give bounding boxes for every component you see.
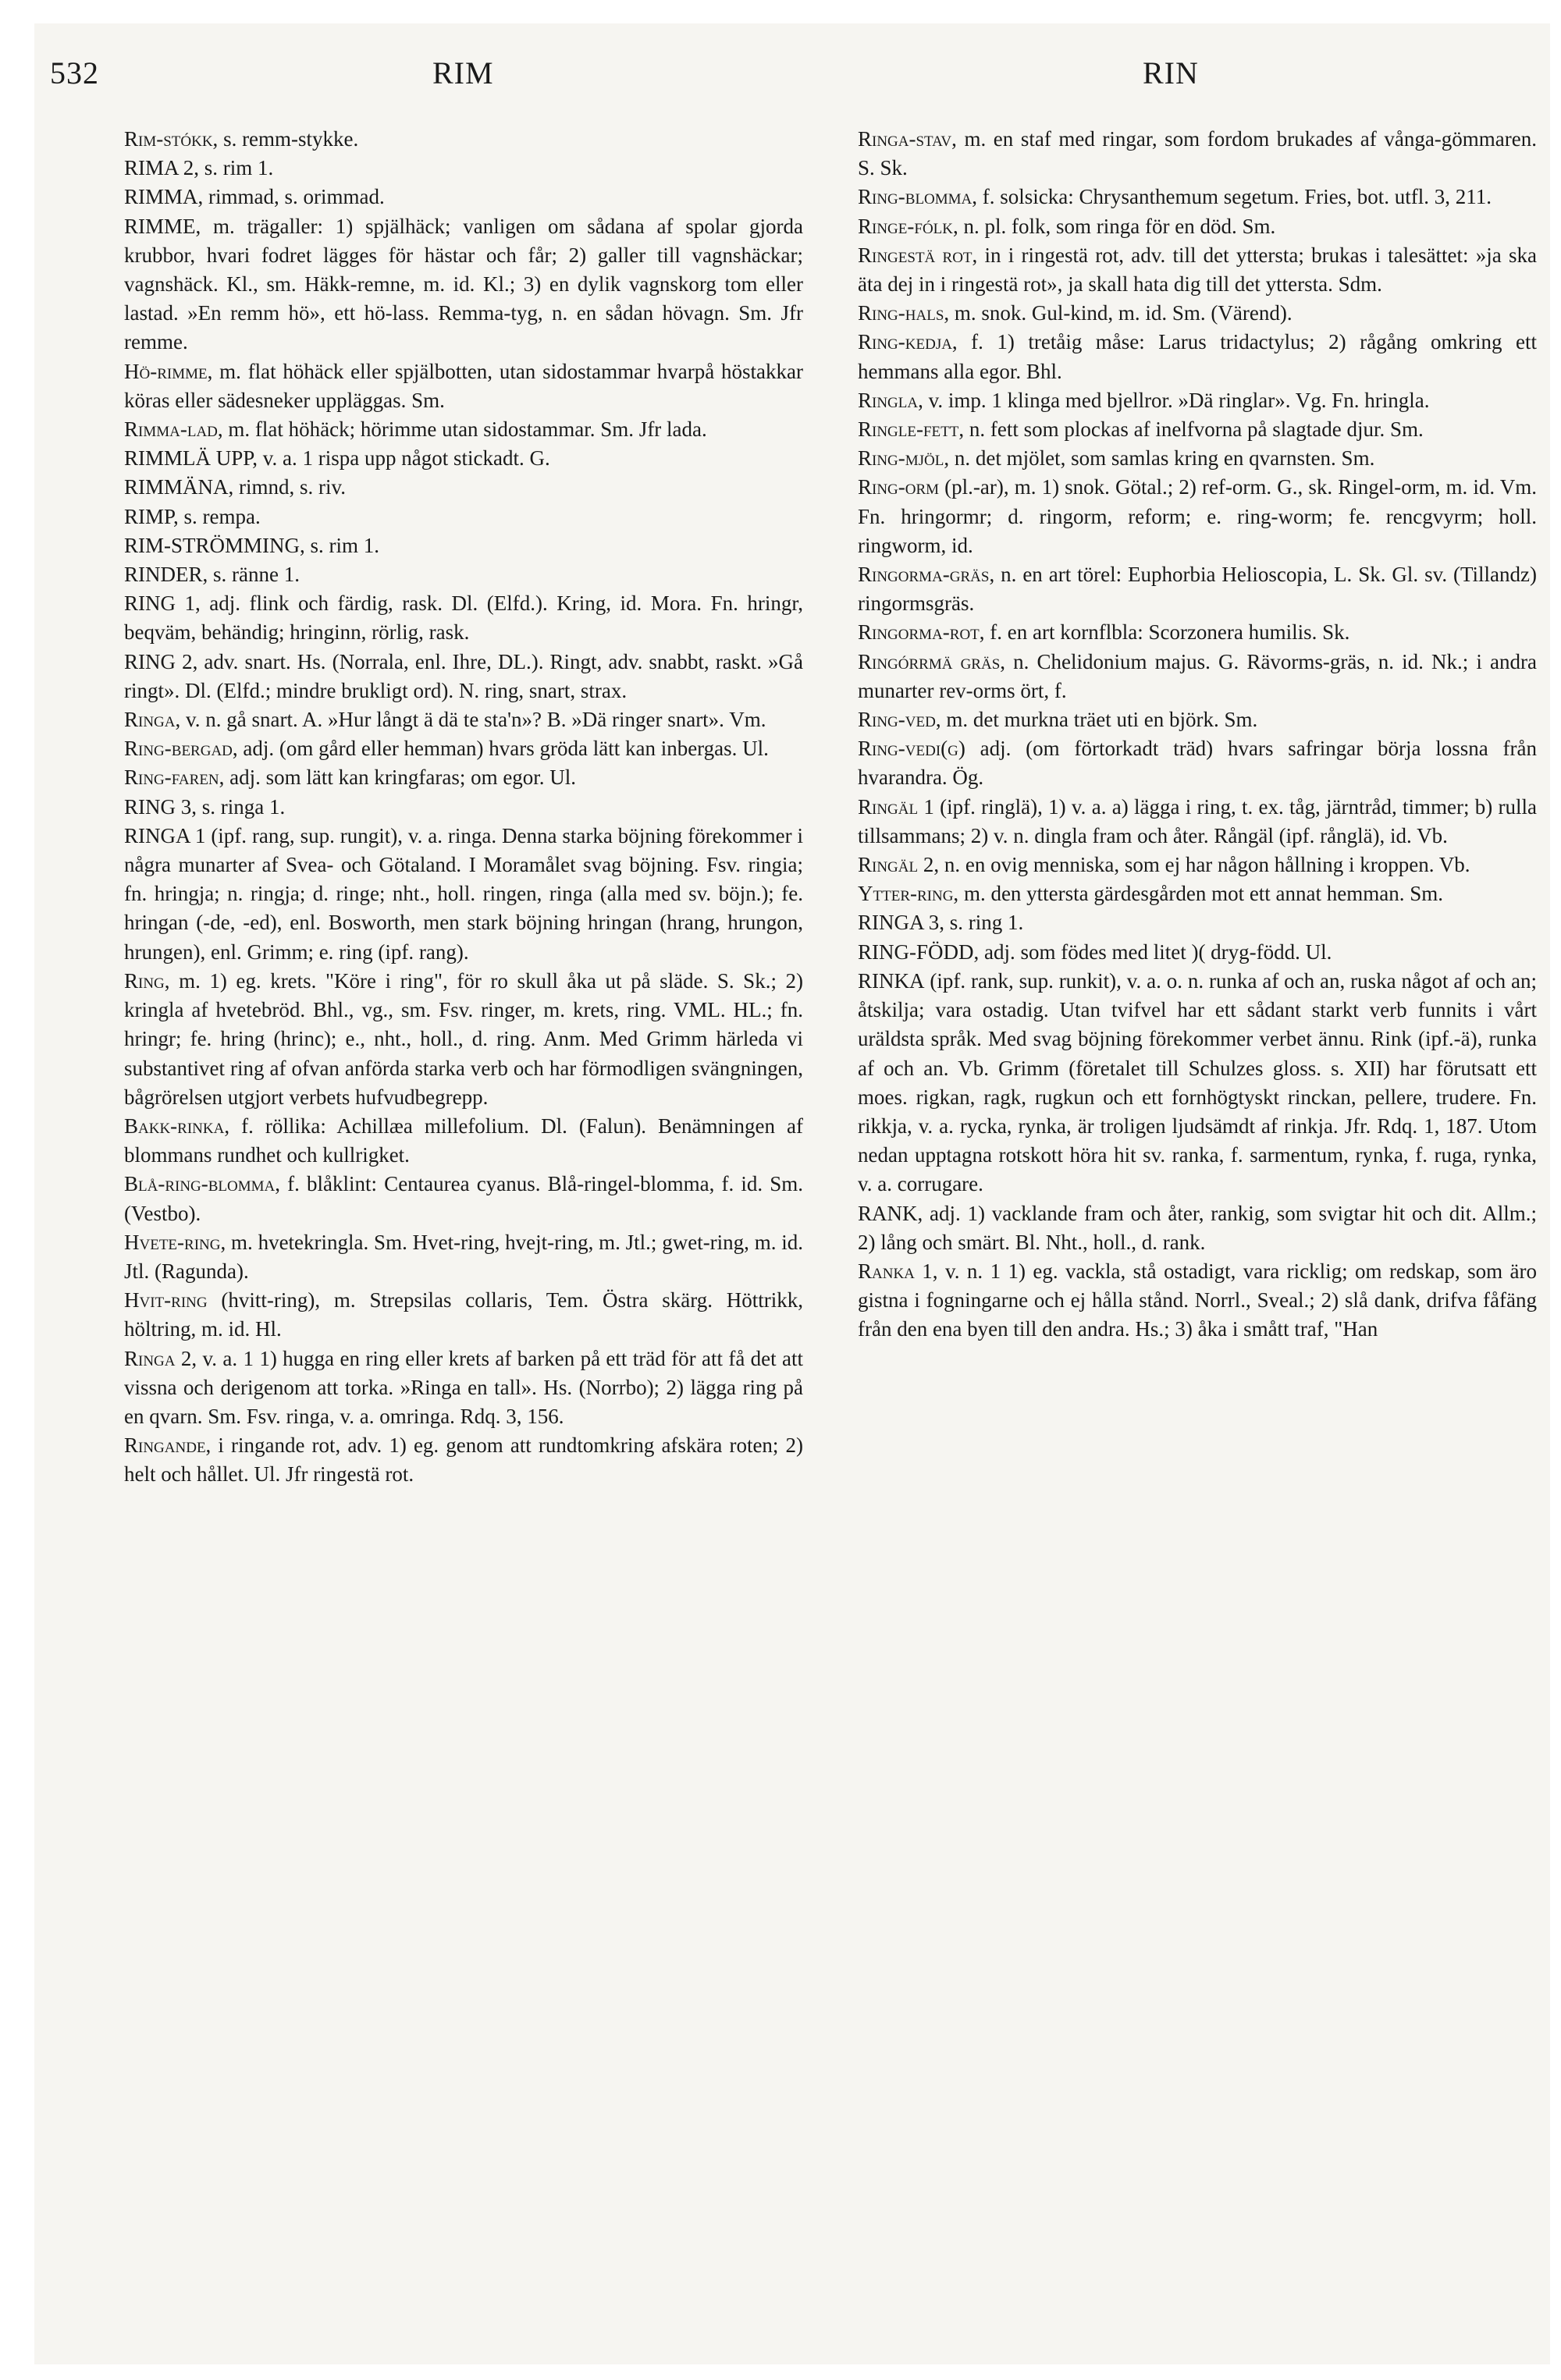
entry-definition: s. rempa.: [183, 504, 261, 528]
dictionary-entry: [858, 851, 1537, 879]
entry-headword: Ringestä rot,: [858, 243, 978, 267]
dictionary-entry: [858, 1199, 1537, 1257]
dictionary-entry: [858, 386, 1537, 415]
entry-definition: (ipf. ringlä), 1) v. a. a) lägga i ring, t. ex. tåg, järntråd, timmer; b) rulla tillsammans; 2) v. n. dingla fram och åter. Rångäl (ipf. rånglä), id. Vb.: [858, 794, 1538, 847]
entry-definition: f. röllika: Achillæa millefolium. Dl. (Falun). Benämningen af blommans rundhet och kullrigket.: [124, 1114, 804, 1167]
dictionary-entry: [858, 212, 1537, 241]
entry-definition: m. en staf med ringar, som fordom brukades af vånga-gömmaren. S. Sk.: [858, 127, 1538, 180]
entry-definition: (pl.-ar), m. 1) snok. Götal.; 2) ref-orm. G., sk. Ringel-orm, m. id. Vm. Fn. hringormr; d. ringorm, reform; e. ring-worm; fe. rencgvyrm; holl. ringworm, id.: [858, 475, 1537, 557]
entry-headword: Ringórrmä gräs,: [858, 649, 1006, 673]
entry-headword: RING 2,: [124, 649, 198, 673]
dictionary-entry: [124, 183, 803, 211]
entry-headword: Ring,: [124, 968, 170, 993]
entry-definition: m. flat höhäck; hörimme utan sidostammar. Sm. Jfr lada.: [228, 417, 707, 442]
dictionary-entry: [858, 299, 1537, 328]
dictionary-entry: [124, 473, 803, 502]
entry-headword: Ringe-fólk,: [858, 214, 958, 238]
entry-definition: adj. (om gård eller hemman) hvars gröda lätt kan inbergas. Ul.: [243, 737, 769, 761]
entry-headword: RIMME,: [124, 214, 201, 238]
entry-headword: Ringäl 1: [858, 794, 934, 819]
entry-definition: s. ringa 1.: [201, 794, 286, 819]
entry-definition: f. blåklint: Centaurea cyanus. Blå-ringel-blomma, f. id. Sm. (Vestbo).: [124, 1172, 803, 1225]
dictionary-entry: [124, 648, 803, 705]
entry-definition: m. det murkna träet uti en björk. Sm.: [946, 708, 1258, 732]
entry-definition: adj. som lätt kan kringfaras; om egor. Ul.: [229, 766, 577, 790]
entry-definition: f. en art kornflbla: Scorzonera humilis. Sk.: [990, 620, 1350, 645]
entry-definition: n. pl. folk, som ringa för en död. Sm.: [963, 214, 1276, 238]
entry-definition: adj. 1) vacklande fram och åter, rankig, som svigtar hit och dit. Allm.; 2) lång och smärt. Bl. Nht., holl., d. rank.: [858, 1201, 1537, 1254]
dictionary-entry: [124, 444, 803, 473]
entry-headword: Ring-vedi(g): [858, 737, 965, 761]
entry-headword: RINGA 3,: [858, 911, 945, 935]
dictionary-entry: [858, 560, 1537, 618]
entry-definition: n. Chelidonium majus. G. Rävorms-gräs, n. id. Nk.; i andra munarter rev-orms ört, f.: [858, 649, 1538, 702]
dictionary-entry: [124, 734, 803, 763]
entry-headword: Ringa,: [124, 708, 181, 732]
entry-headword: RING-FÖDD,: [858, 940, 980, 964]
entry-definition: s. rim 1.: [204, 156, 274, 180]
entry-headword: RIMMA,: [124, 185, 204, 209]
entry-definition: rimmad, s. orimmad.: [208, 185, 385, 209]
entry-definition: m. 1) eg. krets. "Köre i ring", för ro skull åka ut på släde. S. Sk.; 2) kringla af hvetebröd. Bhl., vg., sm. Fsv. ringer, m. krets, ring. VML. HL.; fn. hringr; fe. hring (hrinc); e., nht., holl., d. ring. Anm. Med Grimm härleda vi substantivet ring af ofvan anförda starka verb och har förmodligen svängningen, bågrörelsen utgjort verbets hufvudbegrepp.: [124, 968, 803, 1109]
entry-headword: Ring-ved,: [858, 708, 941, 732]
dictionary-entry: [858, 734, 1537, 792]
entry-definition: m. snok. Gul-kind, m. id. Sm. (Värend).: [954, 301, 1293, 325]
page-number: 532: [50, 55, 99, 91]
entry-headword: RINKA: [858, 968, 925, 993]
entry-definition: (hvitt-ring), m. Strepsilas collaris, Tem. Östra skärg. Höttrikk, höltring, m. id. Hl.: [124, 1288, 804, 1341]
entry-headword: Hö-rimme,: [124, 359, 213, 383]
entry-definition: s. ränne 1.: [213, 563, 300, 587]
dictionary-entry: [124, 1228, 803, 1286]
dictionary-entry: [124, 763, 803, 792]
entry-definition: m. hvetekringla. Sm. Hvet-ring, hvejt-ring, m. Jtl.; gwet-ring, m. id. Jtl. (Ragunda).: [124, 1230, 804, 1283]
dictionary-entry: [124, 357, 803, 415]
entry-headword: Ringle-fett,: [858, 417, 965, 442]
dictionary-entry: [858, 328, 1537, 385]
entry-headword: RANK,: [858, 1201, 923, 1225]
dictionary-entry: [124, 125, 803, 154]
dictionary-entry: [858, 183, 1537, 211]
dictionary-entry: [858, 967, 1537, 1199]
entry-definition: v. imp. 1 klinga med bjellror. »Dä ringlar». Vg. Fn. hringla.: [928, 388, 1430, 412]
entry-headword: RIM-STRÖMMING,: [124, 533, 305, 557]
entry-definition: n. en art törel: Euphorbia Helioscopia, L. Sk. Gl. sv. (Tillandz) ringormsgräs.: [858, 563, 1537, 616]
dictionary-entry: [124, 1286, 803, 1344]
entry-definition: i ringande rot, adv. 1) eg. genom att rundtomkring afskära roten; 2) helt och hållet. Ul. Jfr ringestä rot.: [124, 1433, 804, 1487]
entry-headword: Ringäl 2,: [858, 853, 940, 877]
entry-definition: v. n. gå snart. A. »Hur långt ä dä te sta'n»? B. »Dä ringer snart». Vm.: [186, 708, 766, 732]
dictionary-entry: [124, 822, 803, 967]
entry-definition: f. solsicka: Chrysanthemum segetum. Fries, bot. utfl. 3, 211.: [982, 185, 1492, 209]
entry-definition: n. fett som plockas af inelfvorna på slagtade djur. Sm.: [969, 417, 1424, 442]
entry-headword: Rimma-lad,: [124, 417, 223, 442]
entry-headword: RIMA 2,: [124, 156, 200, 180]
page-header: [34, 55, 1550, 117]
dictionary-entry: [124, 154, 803, 183]
entry-definition: (ipf. rang, sup. rungit), v. a. ringa. Denna starka böjning förekommer i några munarter af Svea- och Götaland. I Moramålet svag böjning. Fsv. ringia; fn. hringja; n. ringja; d. ringe; nht., holl. ringen, ringa (alla med sv. böjn.); fe. hringan (-de, -ed), enl. Bosworth, men stark böjning hringan (hrang, hrungon, hrungen), enl. Grimm; e. ring (ipf. rang).: [124, 823, 803, 964]
right-column: [858, 125, 1537, 1345]
dictionary-page: [34, 23, 1550, 2364]
entry-headword: Ring-orm: [858, 475, 940, 499]
entry-headword: Ringande,: [124, 1433, 212, 1458]
dictionary-entry: [858, 793, 1537, 851]
dictionary-entry: [124, 967, 803, 1112]
entry-definition: adv. snart. Hs. (Norrala, enl. Ihre, DL.). Ringt, adv. snabbt, raskt. »Gå ringt». Dl. (Elfd.; mindre brukligt ord). N. ring, snart, strax.: [124, 649, 804, 702]
dictionary-entry: [124, 1345, 803, 1432]
dictionary-entry: [124, 503, 803, 531]
entry-headword: Ringa-stav,: [858, 127, 957, 151]
dictionary-entry: [858, 648, 1537, 705]
dictionary-entry: [124, 589, 803, 647]
entry-headword: Ytter-ring,: [858, 882, 959, 906]
entry-definition: v. a. 1 1) hugga en ring eller krets af barken på ett träd för att få det att vissna och derigenom att torka. »Ringa en tall». Hs. (Norrbo); 2) lägga ring på en qvarn. Sm. Fsv. ringa, v. a. omringa. Rdq. 3, 156.: [124, 1346, 804, 1428]
entry-headword: Ring-hals,: [858, 301, 950, 325]
entry-definition: m. flat höhäck eller spjälbotten, utan sidostammar hvarpå höstakkar köras eller sädesneker uppläggas. Sm.: [124, 359, 803, 412]
dictionary-entry: [858, 415, 1537, 444]
dictionary-entry: [124, 212, 803, 357]
entry-definition: s. ring 1.: [949, 911, 1024, 935]
entry-definition: in i ringestä rot, adv. till det yttersta; brukas i talesättet: »ja ska äta dej in i ringestä rot», ja skall hata dig till det yttersta. Sdm.: [858, 243, 1538, 297]
entry-headword: RING 1,: [124, 591, 201, 616]
entry-definition: n. en ovig menniska, som ej har någon hållning i kroppen. Vb.: [944, 853, 1470, 877]
dictionary-entry: [858, 125, 1537, 183]
dictionary-entry: [124, 531, 803, 560]
left-column: [124, 125, 803, 1490]
entry-headword: RING 3,: [124, 794, 197, 819]
entry-definition: f. 1) tretåig måse: Larus tridactylus; 2) rågång omkring ett hemmans alla egor. Bhl.: [858, 330, 1538, 383]
dictionary-entry: [858, 879, 1537, 908]
entry-definition: adj. (om förtorkadt träd) hvars safringar börja lossna från hvarandra. Ög.: [858, 737, 1537, 790]
entry-headword: Blå-ring-blomma,: [124, 1172, 281, 1196]
dictionary-entry: [124, 1431, 803, 1489]
entry-headword: Ring-bergad,: [124, 737, 238, 761]
left-running-head: RIM: [432, 55, 494, 91]
entry-headword: RIMMLÄ UPP,: [124, 446, 258, 471]
entry-definition: adj. som födes med litet )( dryg-född. Ul.: [984, 940, 1332, 964]
dictionary-entry: [858, 908, 1537, 937]
entry-headword: Rim-stókk,: [124, 127, 219, 151]
entry-headword: Ringorma-gräs,: [858, 563, 995, 587]
right-running-head: RIN: [1143, 55, 1199, 91]
entry-definition: n. det mjölet, som samlas kring en qvarnsten. Sm.: [954, 446, 1375, 471]
dictionary-entry: [858, 444, 1537, 473]
entry-definition: adj. flink och färdig, rask. Dl. (Elfd.). Kring, id. Mora. Fn. hringr, beqväm, behändig; hringinn, rörlig, rask.: [124, 591, 804, 645]
entry-headword: Ringorma-rot,: [858, 620, 985, 645]
entry-headword: Ring-kedja,: [858, 330, 958, 354]
entry-headword: Ringla,: [858, 388, 923, 412]
entry-headword: RIMP,: [124, 504, 179, 528]
dictionary-entry: [858, 1257, 1537, 1345]
entry-headword: Ring-faren,: [124, 766, 225, 790]
entry-definition: v. n. 1 1) eg. vackla, stå ostadigt, vara ricklig; om redskap, som äro gistna i fogningarne och ej hålla stånd. Norrl., Sveal.; 2) slå dank, drifva fåfäng från den ena byen till den andra. Hs.; 3) åka i smått traf, "Han: [858, 1259, 1537, 1341]
dictionary-entry: [124, 1112, 803, 1170]
entry-headword: Ringa 2,: [124, 1346, 197, 1370]
entry-definition: (ipf. rank, sup. runkit), v. a. o. n. runka af och an, ruska något af och an; åtskilja; vara ostadig. Utan tvifvel har ett sådant starkt verb funnits i vårt uräldsta språk. Med svag böjning förekommer verbet ännu. Rink (ipf.-ä), runka af och an. Vb. Grimm (företalet till Schulzes gloss. s. XII) har förutsatt ett moes. rigkan, ragk, rugkun och ett fornhögtyskt rinckan, pellere, trudere. Fn. rikkja, v. a. rycka, rynka, är troligen ljudsämdt af rinkja. Jfr. Rdq. 1, 187. Utom nedan upptagna rotskott höra hit sv. ranka, f. sarmentum, rynka, f. ruga, rynka, v. a. corrugare.: [858, 968, 1538, 1196]
dictionary-entry: [858, 241, 1537, 299]
dictionary-entry: [124, 793, 803, 822]
entry-definition: m. trägaller: 1) spjälhäck; vanligen om sådana af spolar gjorda krubbor, hvari fodret lägges för hästar och får; 2) galler till vagnshäckar; vagnshäck. Kl., sm. Häkk-remne, m. id. Kl.; 3) en dylik vagnskorg tom eller lastad. »En remm hö», ett hö-lass. Remma-tyg, n. en sådan hövagn. Sm. Jfr remme.: [124, 214, 804, 354]
entry-headword: Ring-blomma,: [858, 185, 978, 209]
entry-headword: Hvit-ring: [124, 1288, 208, 1313]
entry-definition: s. rim 1.: [310, 533, 380, 557]
entry-headword: RINGA 1: [124, 823, 206, 847]
dictionary-entry: [858, 938, 1537, 967]
entry-headword: Hvete-ring,: [124, 1230, 226, 1254]
dictionary-entry: [124, 705, 803, 734]
dictionary-entry: [858, 705, 1537, 734]
entry-definition: v. a. 1 rispa upp något stickadt. G.: [262, 446, 550, 471]
entry-headword: RIMMÄNA,: [124, 475, 234, 499]
dictionary-entry: [124, 1170, 803, 1227]
dictionary-entry: [124, 560, 803, 589]
dictionary-entry: [858, 618, 1537, 647]
entry-definition: s. remm-stykke.: [223, 127, 359, 151]
entry-headword: RINDER,: [124, 563, 208, 587]
entry-headword: Bakk-rinka,: [124, 1114, 230, 1138]
entry-headword: Ranka 1,: [858, 1259, 938, 1283]
entry-headword: Ring-mjöl,: [858, 446, 950, 471]
entry-definition: m. den yttersta gärdesgården mot ett annat hemman. Sm.: [963, 882, 1444, 906]
dictionary-entry: [124, 415, 803, 444]
dictionary-entry: [858, 473, 1537, 560]
entry-definition: rimnd, s. riv.: [239, 475, 347, 499]
